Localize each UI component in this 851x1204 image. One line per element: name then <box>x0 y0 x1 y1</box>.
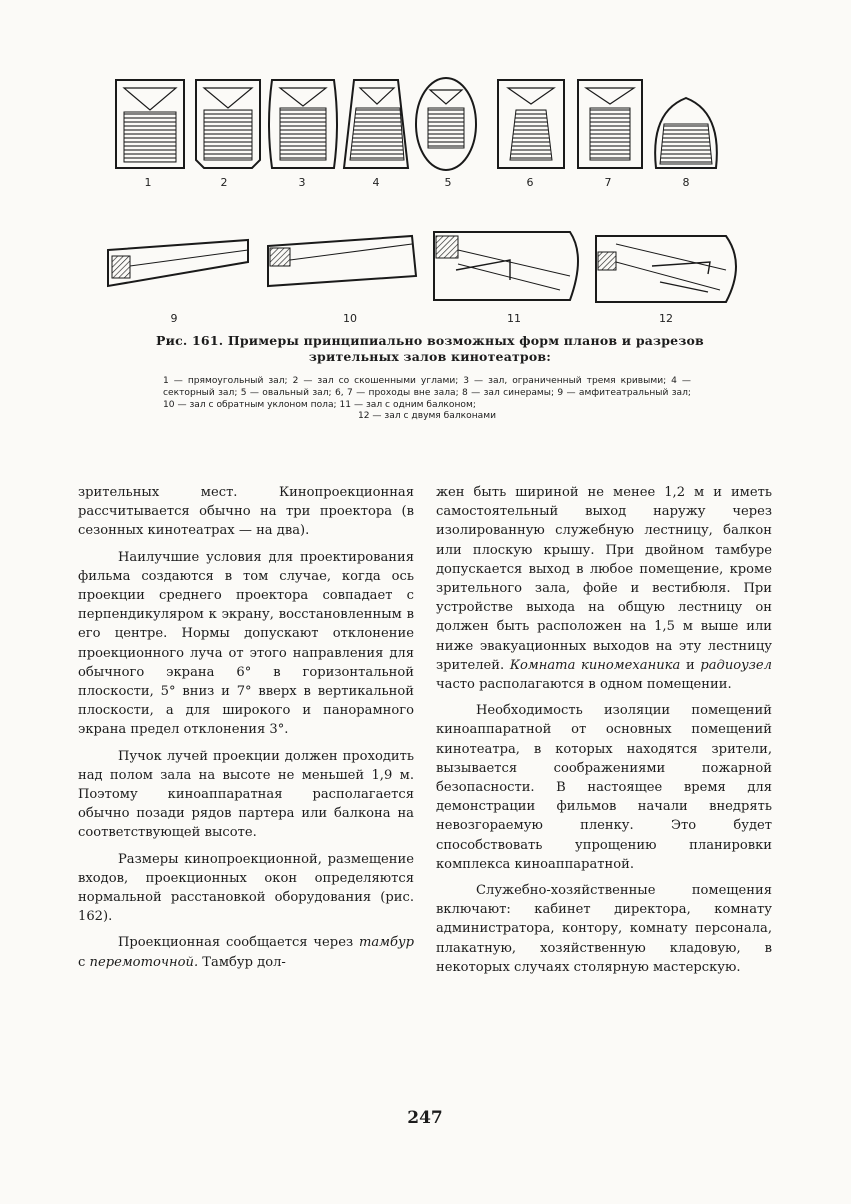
paragraph: Пучок лучей проекции должен проходить над полом зала на высоте не меньшей 1,9 м. Поэтому киноаппаратная располагается обычно позади рядов партера или балкона на соответствующей высоте. <box>78 748 414 841</box>
plan-2 <box>196 80 260 168</box>
page-number: 247 <box>407 1108 443 1128</box>
plan-8 <box>655 98 717 168</box>
text: Тамбур дол- <box>202 954 286 970</box>
plan-3 <box>269 80 337 168</box>
section-number: 12 <box>659 312 673 325</box>
plan-1 <box>116 80 184 168</box>
section-12 <box>596 236 736 302</box>
legend-text: 1 — прямоугольный зал; 2 — зал со скошенными углами; 3 — зал, ограниченный тремя кривыми; 4 — секторный зал; 5 — овальный зал; 6, 7 — проходы вне зала; 8 — зал синерамы; 9 — амфитеатральный зал; 10 — зал с обратным уклоном пола; 11 — зал с одним балконом; <box>163 376 691 410</box>
text: Проекционная сообщается через <box>118 935 354 951</box>
text: жен быть шириной не менее 1,2 м и иметь самостоятельный выход наружу через изолированную служебную лестницу, балкон или плоскую крышу. При двойном тамбуре допускается выход в любое помещение, кроме зрительного зала, фойе и вестибюля. При устройстве выхода на общую лестницу он должен быть расположен на 1,5 м выше или ниже эвакуационных выходов на эту лестницу зрителей. <box>436 485 772 673</box>
section-number: 11 <box>507 312 521 325</box>
section-11 <box>434 232 578 300</box>
right-column <box>436 483 772 977</box>
paragraph: Служебно-хозяйственные помещения включают: кабинет директора, комнату администратора, контору, комнату персонала, плакатную, хозяйственную кладовую, в некоторых случаях столярную мастерскую. <box>436 883 772 975</box>
paragraph: Необходимость изоляции помещений киноаппаратной от основных помещений кинотеатра, в которых находятся зрители, вызывается соображениями пожарной безопасности. В настоящее время для демонстрации фильмов начали внедрять невозгораемую пленку. Это будет способствовать упрощению планировки комплекса киноаппаратной. <box>436 703 772 872</box>
plan-number: 5 <box>444 176 452 189</box>
left-column <box>78 483 414 972</box>
section-9 <box>108 240 248 286</box>
term-komnata-kinomekhanika: Комната киномеханика <box>509 657 681 673</box>
paragraph: Размеры кинопроекционной, размещение входов, проекционных окон определяются нормальной расстановкой оборудования (рис. 162). <box>78 851 414 925</box>
section-10 <box>268 236 416 286</box>
plan-number: 6 <box>526 176 534 189</box>
plan-number: 3 <box>298 176 306 189</box>
plan-4 <box>344 80 408 168</box>
term-peremotochnaya: перемоточной. <box>89 954 199 970</box>
paragraph: Наилучшие условия для проектирования фильма создаются в том случае, когда ось проекции среднего проектора совпадает с перпендикуляром к экрану, восстановленным в его центре. Нормы допускают отклонение проекционного луча от этого направления для обычного экрана 6° в горизонтальной плоскости, 5° вниз и 7° вверх в вертикальной плоскости, а для широкого и панорамного экрана предел отклонения 3°. <box>78 549 414 738</box>
plans-drawing <box>0 0 851 330</box>
plan-number: 2 <box>220 176 228 189</box>
plan-number: 7 <box>604 176 612 189</box>
paragraph <box>78 933 414 971</box>
plan-number: 4 <box>372 176 380 189</box>
term-radiouzel: радиоузел <box>700 657 772 673</box>
plan-number: 8 <box>682 176 690 189</box>
paragraph <box>436 483 772 694</box>
plan-6 <box>498 80 564 168</box>
section-number: 10 <box>343 312 357 325</box>
section-number: 9 <box>170 312 178 325</box>
legend-last-line: 12 — зал с двумя балконами <box>357 411 497 422</box>
text: с <box>78 954 86 970</box>
figure-caption-title: Рис. 161. Примеры принципиально возможных форм планов и разрезов зрительных залов кинотеатров: <box>156 333 704 364</box>
text: часто располагаются в одном помещении. <box>436 677 732 693</box>
term-tambur: тамбур <box>358 935 415 951</box>
plan-5 <box>416 78 476 170</box>
figure-caption-legend <box>163 376 691 423</box>
text: и <box>685 657 695 673</box>
figure-161 <box>0 0 851 470</box>
paragraph: зрительных мест. Кинопроекционная рассчитывается обычно на три проектора (в сезонных кинотеатрах — на два). <box>78 485 414 539</box>
plan-number: 1 <box>144 176 152 189</box>
plan-7 <box>578 80 642 168</box>
